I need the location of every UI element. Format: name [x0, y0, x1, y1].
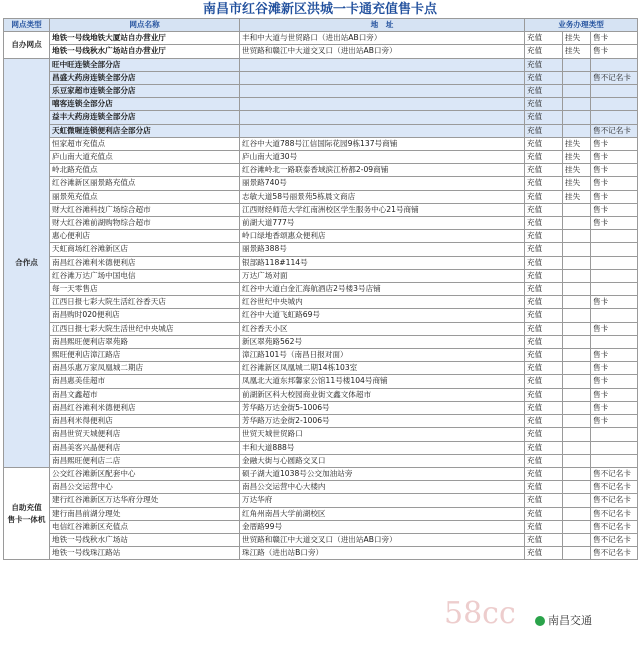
service-report-loss-cell	[563, 217, 591, 230]
service-report-loss-cell	[563, 533, 591, 546]
service-card-sale-cell	[591, 230, 638, 243]
address-cell: 前湖新区科大校园商业街文鑫文体超市	[240, 388, 525, 401]
service-card-sale-cell	[591, 243, 638, 256]
service-report-loss-cell	[563, 203, 591, 216]
outlet-name-cell: 南昌红谷滩利米德便利店	[50, 256, 240, 269]
service-report-loss-cell	[563, 349, 591, 362]
outlet-name-cell: 江西日报七彩大院生活红谷香天店	[50, 296, 240, 309]
address-cell: 红谷滩岭北一路联泰香域滨江桥都2-09商铺	[240, 164, 525, 177]
service-report-loss-cell	[563, 454, 591, 467]
service-recharge-cell: 充值	[525, 256, 563, 269]
outlet-name-cell: 南昌公交运营中心	[50, 481, 240, 494]
address-cell: 红谷世纪中央城内	[240, 296, 525, 309]
service-recharge-cell: 充值	[525, 388, 563, 401]
service-card-sale-cell	[591, 58, 638, 71]
outlet-name-cell: 丽景苑充值点	[50, 190, 240, 203]
service-card-sale-cell: 售卡	[591, 217, 638, 230]
service-recharge-cell: 充值	[525, 401, 563, 414]
page-title: 南昌市红谷滩新区洪城一卡通充值售卡点	[202, 2, 437, 17]
service-recharge-cell: 充值	[525, 243, 563, 256]
outlet-name-cell: 地铁一号线珠江路站	[50, 547, 240, 560]
service-recharge-cell: 充值	[525, 494, 563, 507]
address-cell: 红谷中大道飞虹路69号	[240, 309, 525, 322]
service-report-loss-cell	[563, 296, 591, 309]
header-type: 网点类型	[4, 19, 50, 32]
table-row	[4, 45, 638, 58]
service-card-sale-cell: 售卡	[591, 32, 638, 45]
table-row	[4, 190, 638, 203]
service-recharge-cell: 充值	[525, 151, 563, 164]
table-row	[4, 349, 638, 362]
wechat-icon	[535, 616, 545, 626]
service-card-sale-cell: 售不记名卡	[591, 547, 638, 560]
outlet-name-cell: 地铁一号线秋水广场站	[50, 533, 240, 546]
header-name: 网点名称	[50, 19, 240, 32]
service-card-sale-cell: 售卡	[591, 349, 638, 362]
outlet-name-cell: 岭北路充值点	[50, 164, 240, 177]
service-card-sale-cell: 售不记名卡	[591, 520, 638, 533]
outlet-name-cell: 江西日报七彩大院生活世纪中央城店	[50, 322, 240, 335]
service-recharge-cell: 充值	[525, 269, 563, 282]
service-recharge-cell: 充值	[525, 45, 563, 58]
service-report-loss-cell	[563, 98, 591, 111]
service-recharge-cell: 充值	[525, 309, 563, 322]
table-row	[4, 401, 638, 414]
table-row	[4, 85, 638, 98]
outlet-name-cell: 财大红谷滩前湖购物综合超市	[50, 217, 240, 230]
service-report-loss-cell	[563, 375, 591, 388]
service-report-loss-cell	[563, 481, 591, 494]
service-recharge-cell: 充值	[525, 415, 563, 428]
address-cell: 万达广场对面	[240, 269, 525, 282]
table-row	[4, 203, 638, 216]
table-row	[4, 547, 638, 560]
table-row	[4, 388, 638, 401]
service-card-sale-cell: 售卡	[591, 190, 638, 203]
service-card-sale-cell: 售卡	[591, 164, 638, 177]
outlet-name-cell: 南昌熙旺便利店翠苑路	[50, 335, 240, 348]
service-card-sale-cell: 售卡	[591, 45, 638, 58]
service-card-sale-cell: 售不记名卡	[591, 124, 638, 137]
table-row	[4, 98, 638, 111]
service-card-sale-cell	[591, 111, 638, 124]
service-report-loss-cell	[563, 309, 591, 322]
brand-badge	[533, 612, 594, 628]
outlet-name-cell: 南昌世贸天城便利店	[50, 428, 240, 441]
header-address: 地 址	[240, 19, 525, 32]
service-report-loss-cell	[563, 243, 591, 256]
service-report-loss-cell	[563, 401, 591, 414]
address-cell: 新区翠苑路562号	[240, 335, 525, 348]
service-recharge-cell: 充值	[525, 507, 563, 520]
table-row	[4, 507, 638, 520]
service-card-sale-cell: 售卡	[591, 388, 638, 401]
service-card-sale-cell: 售不记名卡	[591, 481, 638, 494]
service-recharge-cell: 充值	[525, 454, 563, 467]
service-card-sale-cell	[591, 283, 638, 296]
outlet-name-cell: 建行红谷滩新区万达华府分理处	[50, 494, 240, 507]
table-row	[4, 335, 638, 348]
outlet-name-cell: 天虹微喔连锁便利店全部分店	[50, 124, 240, 137]
outlet-type-cell: 自助充值 售卡一体机	[4, 467, 50, 559]
address-cell: 芳华路万达金街2-1006号	[240, 415, 525, 428]
address-cell	[240, 98, 525, 111]
service-card-sale-cell	[591, 309, 638, 322]
brand-label: 南昌交通	[548, 614, 592, 627]
service-card-sale-cell: 售不记名卡	[591, 467, 638, 480]
service-report-loss-cell	[563, 269, 591, 282]
outlet-name-cell: 公交红谷滩新区配套中心	[50, 467, 240, 480]
outlet-name-cell: 南昌乐惠万家凤凰城二期店	[50, 362, 240, 375]
service-card-sale-cell: 售卡	[591, 401, 638, 414]
service-card-sale-cell	[591, 85, 638, 98]
table-row	[4, 428, 638, 441]
address-cell: 银部路118#114号	[240, 256, 525, 269]
table-body	[4, 32, 638, 560]
outlet-name-cell: 财大红谷滩科技广场综合超市	[50, 203, 240, 216]
table-row	[4, 71, 638, 84]
outlet-name-cell: 嘻客连锁全部分店	[50, 98, 240, 111]
address-cell	[240, 71, 525, 84]
table-row	[4, 111, 638, 124]
outlet-name-cell: 南昌利米得便利店	[50, 415, 240, 428]
outlet-name-cell: 地铁一号线秋水广场站自办营业厅	[50, 45, 240, 58]
service-card-sale-cell: 售不记名卡	[591, 494, 638, 507]
service-recharge-cell: 充值	[525, 296, 563, 309]
service-recharge-cell: 充值	[525, 217, 563, 230]
service-recharge-cell: 充值	[525, 467, 563, 480]
outlet-type-cell: 自办网点	[4, 32, 50, 58]
address-cell: 红谷中大道白金汇海航酒店2号楼3号店铺	[240, 283, 525, 296]
service-card-sale-cell	[591, 441, 638, 454]
table-row	[4, 494, 638, 507]
address-cell: 凤凰北大道东邦馨家公馆11号楼104号商铺	[240, 375, 525, 388]
table-row	[4, 124, 638, 137]
service-card-sale-cell	[591, 454, 638, 467]
address-cell: 红谷香天小区	[240, 322, 525, 335]
service-recharge-cell: 充值	[525, 362, 563, 375]
service-report-loss-cell	[563, 58, 591, 71]
address-cell: 庐山南大道30号	[240, 151, 525, 164]
service-report-loss-cell	[563, 520, 591, 533]
service-recharge-cell: 充值	[525, 349, 563, 362]
address-cell: 硕子湖大道1038号公交加油站旁	[240, 467, 525, 480]
outlet-name-cell: 熙旺便利店漳江路店	[50, 349, 240, 362]
outlet-name-cell: 庐山南大道充值点	[50, 151, 240, 164]
service-recharge-cell: 充值	[525, 283, 563, 296]
service-card-sale-cell: 售卡	[591, 362, 638, 375]
address-cell: 世贸路和赣江中大道交叉口（进出站AB口旁）	[240, 45, 525, 58]
service-report-loss-cell: 挂失	[563, 177, 591, 190]
service-report-loss-cell	[563, 85, 591, 98]
table-row	[4, 520, 638, 533]
address-cell: 岭口绿地香颂惠众便利店	[240, 230, 525, 243]
service-report-loss-cell	[563, 388, 591, 401]
outlet-name-cell: 惠心便利店	[50, 230, 240, 243]
address-cell: 红谷中大道788号江信国际花园9栋137号商铺	[240, 137, 525, 150]
outlet-name-cell: 每一天零售店	[50, 283, 240, 296]
table-row	[4, 375, 638, 388]
table-row	[4, 243, 638, 256]
service-report-loss-cell: 挂失	[563, 151, 591, 164]
address-cell: 江西财经师范大学红南洲校区学生服务中心21号商铺	[240, 203, 525, 216]
service-recharge-cell: 充值	[525, 32, 563, 45]
service-report-loss-cell	[563, 111, 591, 124]
service-report-loss-cell: 挂失	[563, 45, 591, 58]
service-card-sale-cell: 售卡	[591, 177, 638, 190]
table-row	[4, 151, 638, 164]
table-row	[4, 467, 638, 480]
service-recharge-cell: 充值	[525, 124, 563, 137]
service-report-loss-cell	[563, 322, 591, 335]
table-row	[4, 415, 638, 428]
address-cell: 红谷滩新区凤凰城二期14栋103室	[240, 362, 525, 375]
table-row	[4, 164, 638, 177]
outlet-name-cell: 电信红谷滩新区充值点	[50, 520, 240, 533]
address-cell: 万达华府	[240, 494, 525, 507]
outlet-name-cell: 红谷滩新区丽景路充值点	[50, 177, 240, 190]
service-recharge-cell: 充值	[525, 533, 563, 546]
service-report-loss-cell	[563, 283, 591, 296]
address-cell: 前湖大道777号	[240, 217, 525, 230]
service-card-sale-cell: 售不记名卡	[591, 533, 638, 546]
table-row	[4, 283, 638, 296]
service-report-loss-cell	[563, 547, 591, 560]
service-recharge-cell: 充值	[525, 111, 563, 124]
service-report-loss-cell	[563, 467, 591, 480]
service-report-loss-cell	[563, 256, 591, 269]
service-recharge-cell: 充值	[525, 71, 563, 84]
table-row	[4, 454, 638, 467]
service-report-loss-cell	[563, 362, 591, 375]
outlet-name-cell: 天虹商场红谷滩新区店	[50, 243, 240, 256]
outlet-name-cell: 南昌红谷滩利米德便利店	[50, 401, 240, 414]
table-row	[4, 441, 638, 454]
service-recharge-cell: 充值	[525, 190, 563, 203]
service-card-sale-cell: 售卡	[591, 415, 638, 428]
service-recharge-cell: 充值	[525, 98, 563, 111]
service-card-sale-cell: 售卡	[591, 296, 638, 309]
table-row	[4, 481, 638, 494]
outlet-name-cell: 红谷滩万达广场中国电信	[50, 269, 240, 282]
service-recharge-cell: 充值	[525, 335, 563, 348]
address-cell: 金厝路99号	[240, 520, 525, 533]
address-cell: 丽景路740号	[240, 177, 525, 190]
service-report-loss-cell: 挂失	[563, 32, 591, 45]
outlet-name-cell: 乐豆家超市连锁全部分店	[50, 85, 240, 98]
table-row	[4, 309, 638, 322]
outlet-table	[3, 18, 638, 560]
table-row	[4, 177, 638, 190]
service-card-sale-cell: 售不记名卡	[591, 71, 638, 84]
table-row	[4, 217, 638, 230]
service-recharge-cell: 充值	[525, 520, 563, 533]
address-cell	[240, 124, 525, 137]
address-cell: 红角州南昌大学前湖校区	[240, 507, 525, 520]
outlet-name-cell: 地铁一号线地铁大厦站自办营业厅	[50, 32, 240, 45]
outlet-name-cell: 南昌文鑫超市	[50, 388, 240, 401]
table-row	[4, 269, 638, 282]
service-card-sale-cell: 售卡	[591, 137, 638, 150]
service-card-sale-cell: 售卡	[591, 203, 638, 216]
table-row	[4, 137, 638, 150]
table-row	[4, 230, 638, 243]
address-cell: 丰和中大道与世贸路口（进出站AB口旁）	[240, 32, 525, 45]
service-report-loss-cell	[563, 124, 591, 137]
outlet-name-cell: 旺中旺连锁全部分店	[50, 58, 240, 71]
outlet-name-cell: 建行南昌前湖分理处	[50, 507, 240, 520]
address-cell: 世贸天城世贸路口	[240, 428, 525, 441]
service-card-sale-cell: 售卡	[591, 151, 638, 164]
table-row	[4, 58, 638, 71]
service-recharge-cell: 充值	[525, 164, 563, 177]
service-card-sale-cell	[591, 428, 638, 441]
table-header-row	[4, 19, 638, 32]
address-cell	[240, 111, 525, 124]
service-report-loss-cell: 挂失	[563, 137, 591, 150]
watermark: 58cc	[444, 596, 516, 631]
address-cell: 世贸路和赣江中大道交叉口（进出站AB口旁）	[240, 533, 525, 546]
service-report-loss-cell	[563, 335, 591, 348]
address-cell: 南昌公交运营中心大楼内	[240, 481, 525, 494]
service-recharge-cell: 充值	[525, 58, 563, 71]
service-report-loss-cell: 挂失	[563, 190, 591, 203]
service-recharge-cell: 充值	[525, 230, 563, 243]
service-recharge-cell: 充值	[525, 428, 563, 441]
address-cell	[240, 85, 525, 98]
service-recharge-cell: 充值	[525, 322, 563, 335]
service-recharge-cell: 充值	[525, 177, 563, 190]
outlet-name-cell: 昌盛大药房连锁全部分店	[50, 71, 240, 84]
service-recharge-cell: 充值	[525, 441, 563, 454]
outlet-name-cell: 南昌熙旺便利店二店	[50, 454, 240, 467]
table-row	[4, 296, 638, 309]
service-recharge-cell: 充值	[525, 85, 563, 98]
outlet-name-cell: 恒家超市充值点	[50, 137, 240, 150]
address-cell: 丽景路388号	[240, 243, 525, 256]
service-recharge-cell: 充值	[525, 203, 563, 216]
service-recharge-cell: 充值	[525, 547, 563, 560]
table-row	[4, 362, 638, 375]
outlet-name-cell: 南昌美客兴晶便利店	[50, 441, 240, 454]
service-card-sale-cell	[591, 335, 638, 348]
service-recharge-cell: 充值	[525, 481, 563, 494]
outlet-name-cell: 益丰大药房连锁全部分店	[50, 111, 240, 124]
service-report-loss-cell	[563, 441, 591, 454]
service-card-sale-cell	[591, 98, 638, 111]
outlet-name-cell: 南昌购时020便利店	[50, 309, 240, 322]
table-row	[4, 533, 638, 546]
service-report-loss-cell	[563, 494, 591, 507]
address-cell: 漳江路101号（南昌日报对面）	[240, 349, 525, 362]
service-recharge-cell: 充值	[525, 375, 563, 388]
service-report-loss-cell	[563, 71, 591, 84]
address-cell: 芳华路万达金街5-1006号	[240, 401, 525, 414]
address-cell: 金融大街与心圆路交叉口	[240, 454, 525, 467]
table-row	[4, 32, 638, 45]
service-recharge-cell: 充值	[525, 137, 563, 150]
service-card-sale-cell: 售卡	[591, 375, 638, 388]
address-cell: 珠江路（进出站B口旁）	[240, 547, 525, 560]
service-card-sale-cell: 售不记名卡	[591, 507, 638, 520]
service-card-sale-cell	[591, 269, 638, 282]
address-cell: 志敏大道58号丽景苑5栋晨文商店	[240, 190, 525, 203]
service-report-loss-cell	[563, 428, 591, 441]
address-cell	[240, 58, 525, 71]
service-report-loss-cell	[563, 415, 591, 428]
address-cell: 丰和大道888号	[240, 441, 525, 454]
service-card-sale-cell: 售卡	[591, 322, 638, 335]
service-card-sale-cell	[591, 256, 638, 269]
outlet-name-cell: 南昌惠美佳超市	[50, 375, 240, 388]
header-service: 业务办理类型	[525, 19, 638, 32]
table-row	[4, 322, 638, 335]
service-report-loss-cell: 挂失	[563, 164, 591, 177]
service-report-loss-cell	[563, 507, 591, 520]
table-row	[4, 256, 638, 269]
outlet-type-cell: 合作点	[4, 58, 50, 467]
service-report-loss-cell	[563, 230, 591, 243]
